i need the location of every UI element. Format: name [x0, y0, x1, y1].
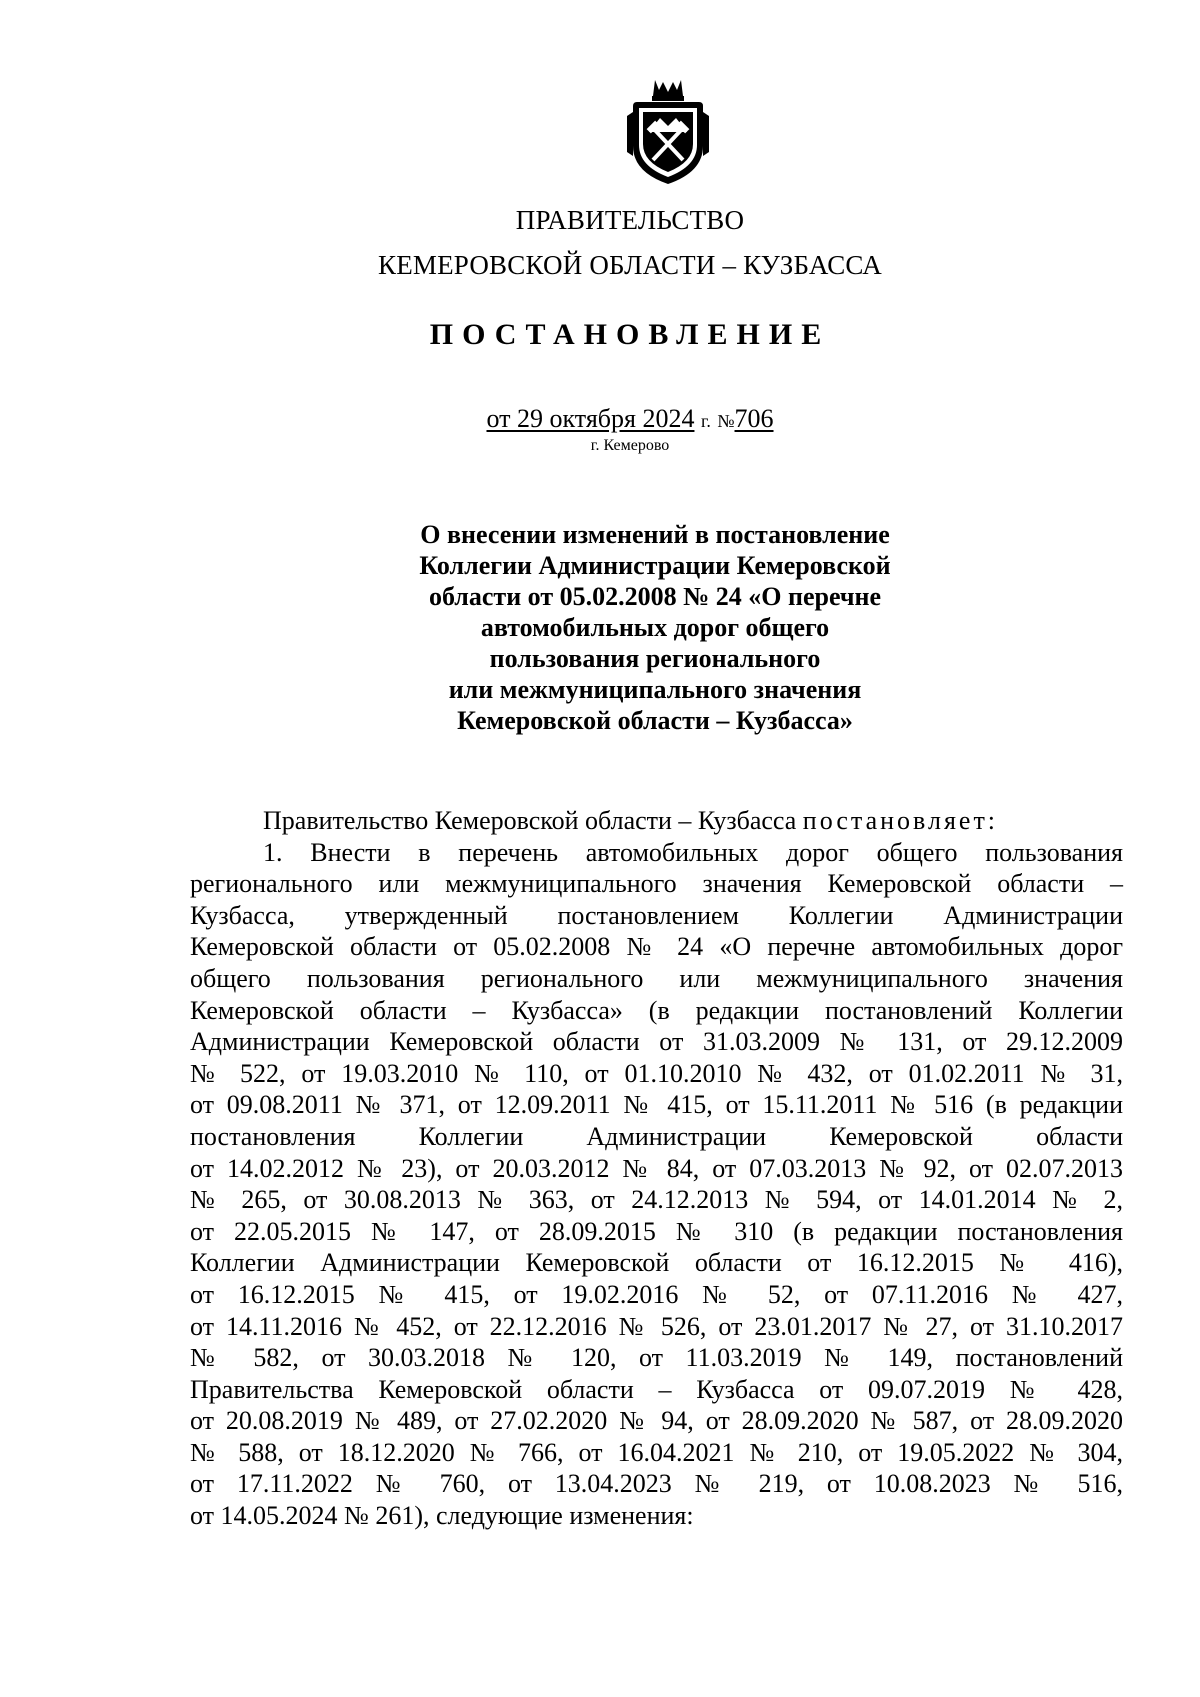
body-line: № 582, от 30.03.2018 № 120, от 11.03.2019 № 149, постановлений — [190, 1343, 1123, 1373]
preamble-verb: постановляет: — [802, 806, 999, 835]
body-line: № 265, от 30.08.2013 № 363, от 24.12.2013 № 594, от 14.01.2014 № 2, — [190, 1185, 1123, 1215]
body-line: от 22.05.2015 № 147, от 28.09.2015 № 310 (в редакции постановления — [190, 1216, 1123, 1246]
document-city: г. Кемерово — [590, 437, 670, 454]
government-name-line-2: КЕМЕРОВСКОЙ ОБЛАСТИ – КУЗБАССА — [378, 250, 882, 280]
title-line: О внесении изменений в постановление — [420, 520, 890, 549]
body-line: общего пользования регионального или межмуниципального значения — [190, 963, 1123, 993]
body-line: постановления Коллегии Администрации Кемеровской области — [190, 1121, 1123, 1151]
document-date-number — [0, 404, 1200, 434]
body-line: от 17.11.2022 № 760, от 13.04.2023 № 219, от 10.08.2023 № 516, — [190, 1469, 1123, 1499]
document-body — [190, 805, 1123, 1532]
preamble-text: Правительство Кемеровской области – Кузбасса — [263, 806, 797, 835]
document-title — [350, 519, 960, 736]
body-line: от 09.08.2011 № 371, от 12.09.2011 № 415, от 15.11.2011 № 516 (в редакции — [190, 1090, 1123, 1120]
number-sign: № — [717, 411, 735, 431]
title-line: области от 05.02.2008 № 24 «О перечне — [428, 582, 882, 611]
title-line: автомобильных дорог общего — [480, 613, 830, 642]
title-line: Кемеровской области – Кузбасса» — [457, 706, 853, 735]
body-line: от 20.08.2019 № 489, от 27.02.2020 № 94, от 28.09.2020 № 587, от 28.09.2020 — [190, 1406, 1123, 1436]
body-line: Кемеровской области – Кузбасса» (в редакции постановлений Коллегии — [190, 995, 1123, 1025]
body-line: № 588, от 18.12.2020 № 766, от 16.04.2021 № 210, от 19.05.2022 № 304, — [190, 1437, 1123, 1467]
title-line: или межмуниципального значения — [448, 675, 862, 704]
body-line: от 14.11.2016 № 452, от 22.12.2016 № 526, от 23.01.2017 № 27, от 31.10.2017 — [190, 1311, 1123, 1341]
document-type: ПОСТАНОВЛЕНИЕ — [429, 318, 831, 351]
body-line: Администрации Кемеровской области от 31.03.2009 № 131, от 29.12.2009 — [190, 1027, 1123, 1057]
title-line: Коллегии Администрации Кемеровской — [419, 551, 891, 580]
body-line: Правительства Кемеровской области – Кузбасса от 09.07.2019 № 428, — [190, 1374, 1123, 1404]
coat-of-arms-icon — [625, 76, 711, 188]
body-line: от 14.02.2012 № 23), от 20.03.2012 № 84, от 07.03.2013 № 92, от 02.07.2013 — [190, 1153, 1123, 1183]
preamble — [190, 805, 1123, 837]
year-suffix: г. — [700, 411, 711, 431]
body-line: Кемеровской области от 05.02.2008 № 24 «О перечне автомобильных дорог — [190, 932, 1123, 962]
body-line: от 14.05.2024 № 261), следующие изменения: — [190, 1501, 694, 1531]
body-line: № 522, от 19.03.2010 № 110, от 01.10.2010 № 432, от 01.02.2011 № 31, — [190, 1058, 1123, 1088]
government-name-line-1: ПРАВИТЕЛЬСТВО — [515, 205, 745, 235]
body-line: от 16.12.2015 № 415, от 19.02.2016 № 52, от 07.11.2016 № 427, — [190, 1279, 1123, 1309]
document-date: от 29 октября 2024 — [486, 404, 695, 433]
body-line: Коллегии Администрации Кемеровской области от 16.12.2015 № 416), — [190, 1248, 1123, 1278]
title-line: пользования регионального — [489, 644, 821, 673]
body-line: 1. Внести в перечень автомобильных дорог общего пользования — [263, 837, 1123, 867]
body-line: регионального или межмуниципального значения Кемеровской области – — [190, 869, 1123, 899]
body-line: Кузбасса, утвержденный постановлением Коллегии Администрации — [190, 900, 1123, 930]
document-number: 706 — [734, 404, 774, 433]
